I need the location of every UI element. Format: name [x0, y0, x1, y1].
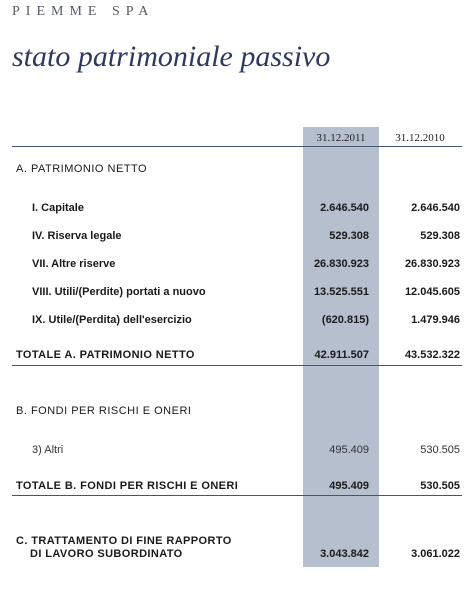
- table-row: [0, 444, 470, 460]
- row-value-2010: 12.045.605: [404, 286, 460, 298]
- row-label: IX. Utile/(Perdita) dell'esercizio: [32, 314, 192, 326]
- row-label: I. Capitale: [32, 202, 84, 214]
- total-a-label: TOTALE A. PATRIMONIO NETTO: [16, 349, 195, 361]
- table-row: [0, 202, 470, 218]
- header-rule: [12, 146, 462, 147]
- row-value-2010: 26.830.923: [404, 258, 460, 270]
- row-label: IV. Riserva legale: [32, 230, 122, 242]
- section-b-label: B. FONDI PER RISCHI E ONERI: [16, 405, 192, 417]
- row-value-2010: 1.479.946: [411, 314, 460, 326]
- column-header-2010: 31.12.2010: [395, 132, 445, 144]
- total-a-value-2011: 42.911.507: [314, 349, 369, 361]
- row-value-2011: 26.830.923: [313, 258, 369, 270]
- table-row: [0, 258, 470, 274]
- row-value-2011: 495.409: [329, 444, 369, 456]
- section-c-value-2011: 3.043.842: [320, 548, 369, 560]
- total-b-label: TOTALE B. FONDI PER RISCHI E ONERI: [16, 480, 239, 492]
- column-header-2011: 31.12.2011: [316, 132, 366, 144]
- total-a-row: [0, 349, 470, 365]
- row-value-2011: 529.308: [329, 230, 369, 242]
- section-c-label-line2: DI LAVORO SUBORDINATO: [30, 548, 183, 560]
- total-a-rule: [12, 365, 462, 366]
- row-label: VII. Altre riserve: [32, 258, 116, 270]
- row-value-2011: 13.525.551: [313, 286, 369, 298]
- row-value-2011: 2.646.540: [320, 202, 369, 214]
- section-c-row: [0, 535, 470, 565]
- row-value-2010: 2.646.540: [411, 202, 460, 214]
- section-b-title: [0, 405, 470, 421]
- total-b-value-2011: 495.409: [329, 480, 369, 492]
- company-name: PIEMME SPA: [12, 4, 155, 19]
- row-value-2011: (620.815): [321, 314, 369, 326]
- section-a-label: A. PATRIMONIO NETTO: [16, 163, 148, 175]
- row-label: 3) Altri: [32, 444, 64, 456]
- section-a-title: [0, 163, 470, 179]
- total-b-value-2010: 530.505: [420, 480, 460, 492]
- total-b-rule: [12, 495, 462, 496]
- page-title: stato patrimoniale passivo: [12, 40, 331, 73]
- total-b-row: [0, 480, 470, 496]
- row-value-2010: 529.308: [420, 230, 460, 242]
- row-value-2010: 530.505: [420, 444, 460, 456]
- table-row: [0, 314, 470, 330]
- row-label: VIII. Utili/(Perdite) portati a nuovo: [32, 286, 206, 298]
- current-year-column-shading: [303, 127, 379, 567]
- table-row: [0, 286, 470, 302]
- total-a-value-2010: 43.532.322: [404, 349, 460, 361]
- section-c-value-2010: 3.061.022: [411, 548, 460, 560]
- section-c-label-line1: C. TRATTAMENTO DI FINE RAPPORTO: [16, 535, 232, 547]
- table-row: [0, 230, 470, 246]
